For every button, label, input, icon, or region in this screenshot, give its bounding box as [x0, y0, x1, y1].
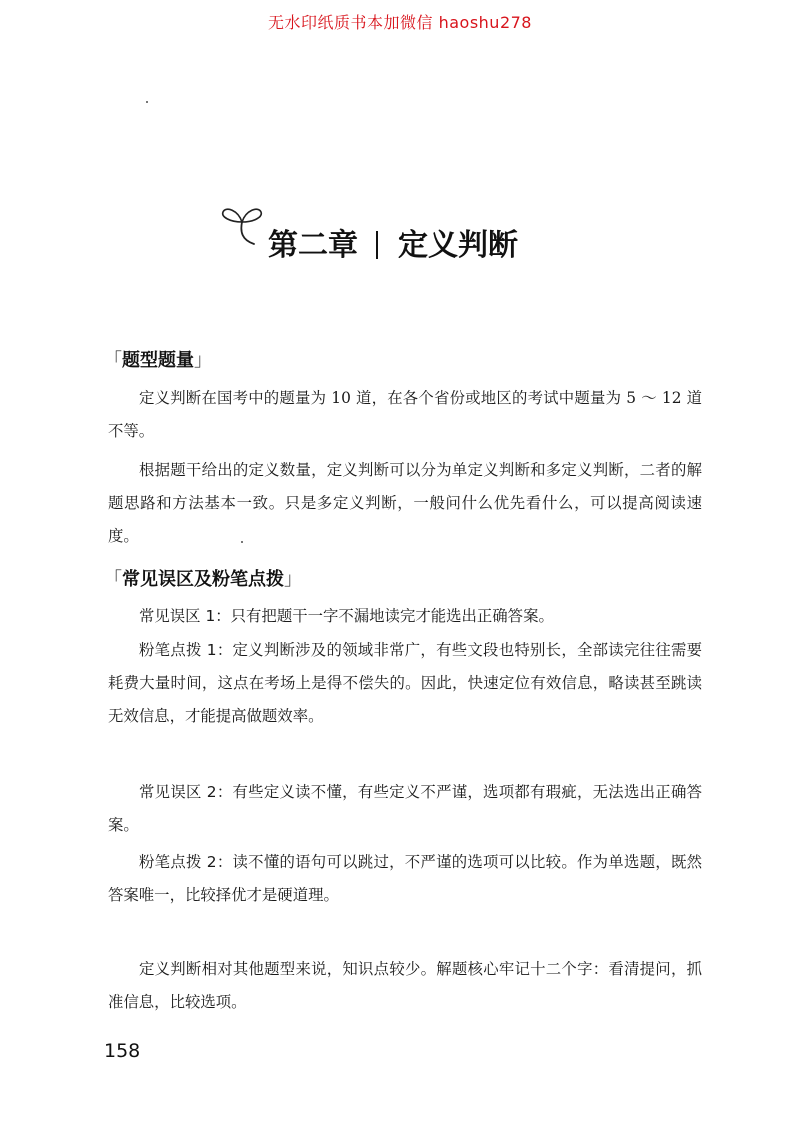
- section-heading-question-types: [104, 346, 212, 372]
- item-text: 只有把题干一字不漏地读完才能选出正确答案。: [230, 607, 554, 625]
- item-label: 粉笔点拨 1：: [139, 641, 233, 659]
- chapter-name: 定义判断: [398, 228, 518, 263]
- paragraph: 定义判断在国考中的题量为 10 道，在各个省份或地区的考试中题量为 5 ～ 12 道不等。: [108, 389, 702, 440]
- mistake-item: [108, 776, 702, 842]
- chapter-number: 第二章: [268, 228, 358, 263]
- open-bracket: 「: [104, 350, 122, 371]
- item-text: 读不懂的语句可以跳过，不严谨的选项可以比较。作为单选题，既然答案唯一，比较择优才是硬道理。: [108, 853, 702, 904]
- close-bracket: 」: [284, 569, 302, 590]
- item-label: 常见误区 1：: [139, 607, 231, 625]
- item-label: 常见误区 2：: [139, 783, 233, 801]
- chapter-title: [268, 220, 518, 264]
- paragraph: 根据题干给出的定义数量，定义判断可以分为单定义判断和多定义判断，二者的解题思路和方法基本一致。只是多定义判断，一般问什么优先看什么，可以提高阅读速度。: [108, 461, 702, 545]
- item-text: 有些定义读不懂，有些定义不严谨，选项都有瑕疵，无法选出正确答案。: [108, 783, 702, 834]
- tip-item: [108, 846, 702, 912]
- section-title: 常见误区及粉笔点拨: [122, 569, 284, 590]
- mistake-item: [108, 600, 702, 633]
- page-number: 158: [104, 1040, 141, 1062]
- close-bracket: 」: [194, 350, 212, 371]
- watermark-text: 无水印纸质书本加微信 haoshu278: [268, 13, 532, 32]
- chapter-heading: [218, 196, 558, 266]
- sprout-icon: [218, 200, 266, 248]
- title-divider: [376, 231, 378, 259]
- tip-item: [108, 634, 702, 733]
- section-heading-common-mistakes: [104, 565, 302, 591]
- section-title: 题型题量: [122, 350, 194, 371]
- item-text: 定义判断涉及的领域非常广，有些文段也特别长，全部读完往往需要耗费大量时间，这点在考场上是得不偿失的。因此，快速定位有效信息，略读甚至跳读无效信息，才能提高做题效率。: [108, 641, 702, 725]
- closing-paragraph: 定义判断相对其他题型来说，知识点较少。解题核心牢记十二个字：看清提问，抓准信息，比较选项。: [108, 960, 702, 1011]
- open-bracket: 「: [104, 569, 122, 590]
- item-label: 粉笔点拨 2：: [139, 853, 233, 871]
